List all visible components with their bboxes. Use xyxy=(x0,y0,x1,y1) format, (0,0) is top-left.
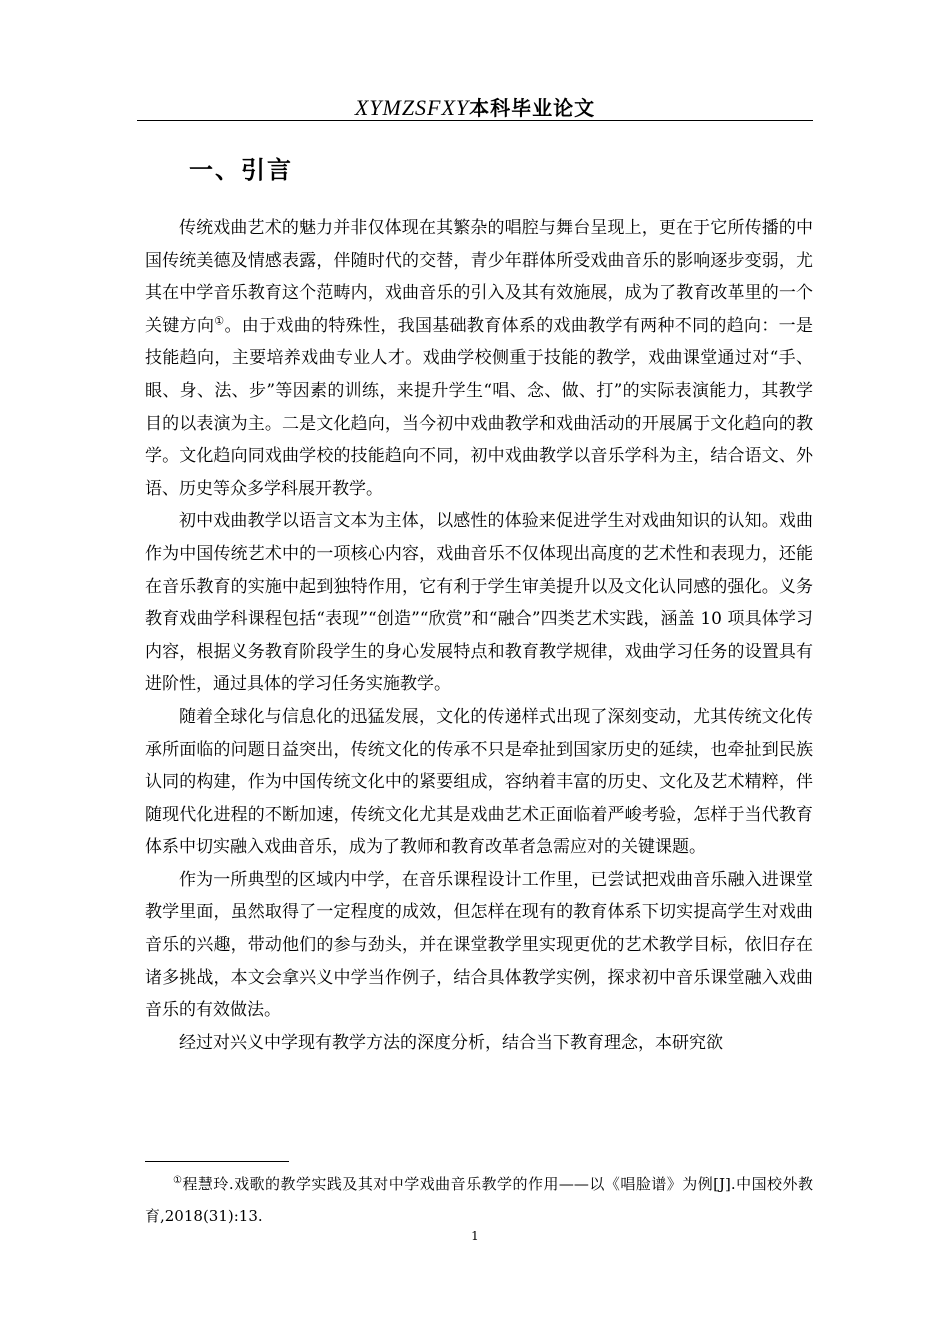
footnote xyxy=(145,1168,813,1232)
footnote-text: 程慧玲.戏歌的教学实践及其对中学戏曲音乐教学的作用——以《唱脸谱》为例[J].中国校外教育,2018(31):13. xyxy=(145,1175,813,1225)
paragraph-4: 作为一所典型的区域内中学，在音乐课程设计工作里，已尝试把戏曲音乐融入进课堂教学里面，虽然取得了一定程度的成效，但怎样在现有的教育体系下切实提高学生对戏曲音乐的兴趣，带动他们的参与劲头，并在课堂教学里实现更优的艺术教学目标，依旧存在诸多挑战，本文会拿兴义中学当作例子，结合具体教学实例，探求初中音乐课堂融入戏曲音乐的有效做法。 xyxy=(145,869,813,1021)
body-text xyxy=(145,212,813,1059)
paragraph-1-text-a: 传统戏曲艺术的魅力并非仅体现在其繁杂的唱腔与舞台呈现上，更在于它所传播的中国传统美德及情感表露，伴随时代的交替，青少年群体所受戏曲音乐的影响逐步变弱，尤其在中学音乐教育这个范畴内，戏曲音乐的引入及其有效施展，成为了教育改革里的一个关键方向 xyxy=(145,218,813,336)
header-rule xyxy=(137,120,813,121)
paragraph-1 xyxy=(145,212,813,505)
running-header xyxy=(137,92,813,121)
header-thesis-label: 本科毕业论文 xyxy=(469,96,596,120)
header-school-code: XYMZSFXY xyxy=(354,95,470,120)
footnote-mark: ① xyxy=(173,1175,183,1186)
footnote-reference: ① xyxy=(214,314,225,328)
paragraph-2: 初中戏曲教学以语言文本为主体，以感性的体验来促进学生对戏曲知识的认知。戏曲作为中国传统艺术中的一项核心内容，戏曲音乐不仅体现出高度的艺术性和表现力，还能在音乐教育的实施中起到独特作用，它有利于学生审美提升以及文化认同感的强化。义务教育戏曲学科课程包括“表现”“创造”“欣赏”和“融合”四类艺术实践，涵盖 10 项具体学习内容，根据义务教育阶段学生的身心发展特点和教育教学规律，戏曲学习任务的设置具有进阶性，通过具体的学习任务实施教学。 xyxy=(145,511,813,695)
paragraph-5: 经过对兴义中学现有教学方法的深度分析，结合当下教育理念，本研究欲 xyxy=(179,1032,723,1053)
page-number: 1 xyxy=(471,1229,479,1243)
paragraph-1-text-b: 。由于戏曲的特殊性，我国基础教育体系的戏曲教学有两种不同的趋向：一是技能趋向，主要培养戏曲专业人才。戏曲学校侧重于技能的教学，戏曲课堂通过对“手、眼、身、法、步”等因素的训练，来提升学生“唱、念、做、打”的实际表演能力，其教学目的以表演为主。二是文化趋向，当今初中戏曲教学和戏曲活动的开展属于文化趋向的教学。文化趋向同戏曲学校的技能趋向不同，初中戏曲教学以音乐学科为主，结合语文、外语、历史等众多学科展开教学。 xyxy=(145,315,813,499)
paragraph-3: 随着全球化与信息化的迅猛发展，文化的传递样式出现了深刻变动，尤其传统文化传承所面临的问题日益突出，传统文化的传承不只是牵扯到国家历史的延续，也牵扯到民族认同的构建，作为中国传统文化中的紧要组成，容纳着丰富的历史、文化及艺术精粹，伴随现代化进程的不断加速，传统文化尤其是戏曲艺术正面临着严峻考验，怎样于当代教育体系中切实融入戏曲音乐，成为了教师和教育改革者急需应对的关键课题。 xyxy=(145,706,813,858)
footnote-rule xyxy=(145,1161,289,1162)
section-title: 一、引言 xyxy=(189,156,293,184)
